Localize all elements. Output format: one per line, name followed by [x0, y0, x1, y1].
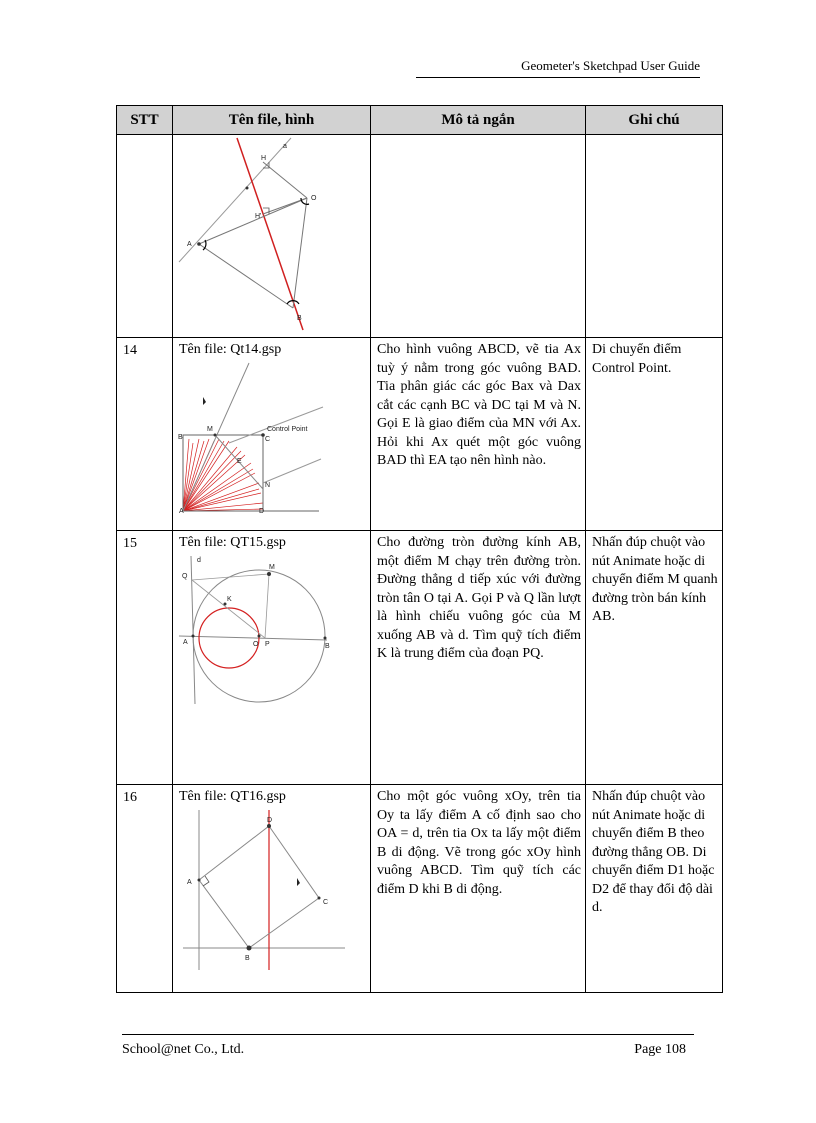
figure-15-label: A [183, 638, 188, 646]
figure-13-label: H [261, 155, 267, 162]
description-cell: Cho một góc vuông xOy, trên tia Oy ta lấy điểm A cố định sao cho OA = d, trên tia Ox ta lấy một điểm B di động. Vẽ trong góc xOy hình vuông ABCD. Tìm quỹ tích các điểm D khi B di động. [371, 785, 586, 993]
footer-page-number: Page 108 [634, 1042, 686, 1057]
figure-13-label: B [297, 315, 302, 322]
column-header-note: Ghi chú [586, 106, 723, 135]
figure-14-label: M [207, 425, 213, 433]
description-cell: Cho đường tròn đường kính AB, một điểm M chạy trên đường tròn. Đường thẳng d tiếp xúc với đường tròn tân O tại A. Gọi P và Q lần lượt là hình chiếu vuông góc của M xuống AB và d. Tìm quỹ tích điểm K là trung điểm của đoạn PQ. [371, 531, 586, 785]
file-name: Tên file: QT16.gsp [179, 789, 286, 804]
table-row [117, 135, 723, 338]
figure-13-image [179, 138, 319, 330]
figure-16-label: B [245, 954, 250, 962]
column-header-file: Tên file, hình [173, 106, 371, 135]
table-row [117, 338, 723, 531]
description-cell [371, 135, 586, 338]
figure-15-label: Q [182, 572, 188, 580]
figure-13-label: a [283, 143, 287, 150]
figure-15-label: M [269, 563, 275, 571]
row-number [117, 135, 173, 338]
file-cell [173, 531, 371, 785]
row-number: 14 [117, 338, 173, 531]
figure-15-label: P [265, 640, 270, 648]
footer-rule [122, 1034, 694, 1035]
file-cell [173, 338, 371, 531]
figure-15-image [179, 556, 339, 706]
note-cell: Di chuyển điểm Control Point. [586, 338, 723, 531]
table-header-row [117, 106, 723, 135]
figure-15-label: B [325, 642, 330, 650]
table-row [117, 785, 723, 993]
figure-13-label: H' [255, 213, 262, 220]
figure-15-label: d [197, 556, 201, 564]
note-cell: Nhấn đúp chuột vào nút Animate hoặc di chuyển điểm B theo đường thẳng OB. Di chuyển điểm D1 hoặc D2 để thay đổi độ dài d. [586, 785, 723, 993]
row-number: 16 [117, 785, 173, 993]
figure-14-label: C [265, 435, 271, 443]
table-row [117, 531, 723, 785]
figure-13-label: O [311, 195, 317, 202]
file-name: Tên file: Qt14.gsp [179, 342, 282, 357]
row-number: 15 [117, 531, 173, 785]
note-cell [586, 135, 723, 338]
header-rule [416, 77, 700, 78]
figure-15-label: O [253, 640, 259, 648]
figure-13-label: A [187, 241, 192, 248]
figure-16-label: D [267, 816, 273, 824]
figure-14-image [179, 363, 327, 513]
file-name: Tên file: QT15.gsp [179, 535, 286, 550]
figure-16-image [179, 810, 347, 972]
description-cell: Cho hình vuông ABCD, vẽ tia Ax tuỳ ý nằm trong góc vuông BAD. Tia phân giác các góc Bax và Dax cắt các cạnh BC và DC tại M và N. Gọi E là giao điểm của MN với Ax. Hỏi khi Ax quét một góc vuông BAD thì EA tạo nên hình nào. [371, 338, 586, 531]
note-cell: Nhấn đúp chuột vào nút Animate hoặc di chuyển điểm M quanh đường tròn bán kính AB. [586, 531, 723, 785]
file-cell [173, 785, 371, 993]
figure-14-label: B [178, 433, 183, 441]
figure-15-label: K [227, 595, 232, 603]
figure-14-label: N [265, 481, 271, 489]
figure-14-label: Control Point [267, 425, 308, 433]
column-header-stt: STT [117, 106, 173, 135]
file-cell [173, 135, 371, 338]
figure-16-label: C [323, 898, 329, 906]
figure-14-label: E [237, 457, 242, 465]
figure-14-label: A [179, 507, 184, 515]
figure-14-label: D [259, 507, 265, 515]
file-list-table [116, 105, 723, 993]
column-header-description: Mô tả ngắn [371, 106, 586, 135]
footer-company: School@net Co., Ltd. [122, 1042, 245, 1057]
figure-16-label: A [187, 878, 192, 886]
running-header-title: Geometer's Sketchpad User Guide [521, 58, 700, 73]
